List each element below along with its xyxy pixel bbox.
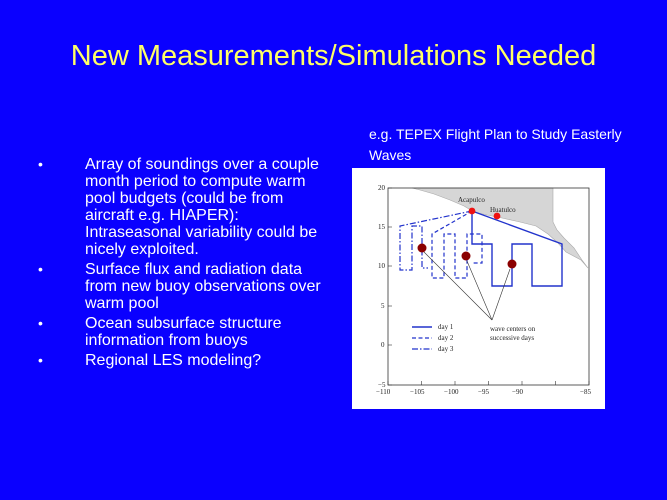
slide-title: New Measurements/Simulations Needed bbox=[70, 40, 597, 72]
flight-path-day-3 bbox=[400, 211, 472, 270]
bullet-item bbox=[36, 156, 336, 258]
place-label-acapulco: Acapulco bbox=[458, 196, 485, 204]
y-tick-label: 5 bbox=[381, 302, 385, 310]
city-marker-acapulco bbox=[469, 208, 476, 215]
bullet-dot: • bbox=[38, 352, 43, 368]
bullet-text: Surface flux and radiation data from new buoy observations over warm pool bbox=[85, 261, 321, 312]
bullet-text: Array of soundings over a couple month period to compute warm pool budgets (could be from aircraft e.g. HIAPER): Intraseasonal variability could be nicely exploited. bbox=[85, 156, 319, 258]
x-tick-label: −85 bbox=[580, 388, 591, 396]
annotation-line-2: successive days bbox=[490, 334, 535, 342]
wave-center-marker bbox=[462, 252, 471, 261]
legend-label-day-1: day 1 bbox=[438, 323, 454, 331]
x-tick-label: −90 bbox=[512, 388, 523, 396]
x-tick-label: −105 bbox=[410, 388, 425, 396]
wave-center-marker bbox=[508, 260, 517, 269]
bullet-text: Ocean subsurface structure information from buoys bbox=[85, 315, 282, 349]
legend-label-day-3: day 3 bbox=[438, 345, 454, 353]
bullet-dot: • bbox=[38, 156, 43, 172]
x-tick-label: −95 bbox=[478, 388, 489, 396]
wave-center-marker bbox=[418, 244, 427, 253]
place-label-huatulco: Huatulco bbox=[490, 206, 516, 214]
y-tick-label: 10 bbox=[378, 262, 385, 270]
bullet-dot: • bbox=[38, 315, 43, 331]
legend-label-day-2: day 2 bbox=[438, 334, 454, 342]
y-tick-label: 0 bbox=[381, 341, 385, 349]
flight-plan-figure bbox=[352, 168, 605, 409]
bullet-dot: • bbox=[38, 261, 43, 277]
flight-plan-map bbox=[352, 168, 605, 409]
x-tick-label: −110 bbox=[376, 388, 391, 396]
bullet-item bbox=[36, 352, 336, 369]
y-tick-label: 15 bbox=[378, 223, 385, 231]
x-axis bbox=[388, 381, 589, 385]
x-tick-label: −100 bbox=[444, 388, 459, 396]
annotation-line-1: wave centers on bbox=[490, 325, 536, 333]
y-tick-label: −5 bbox=[378, 381, 386, 389]
figure-caption: e.g. TEPEX Flight Plan to Study Easterly Waves bbox=[369, 126, 622, 163]
y-axis bbox=[388, 188, 392, 385]
y-tick-label: 20 bbox=[378, 184, 385, 192]
legend bbox=[412, 323, 454, 353]
bullet-text: Regional LES modeling? bbox=[85, 352, 262, 369]
bullet-item bbox=[36, 315, 336, 349]
bullet-list bbox=[36, 156, 336, 372]
bullet-item bbox=[36, 261, 336, 312]
